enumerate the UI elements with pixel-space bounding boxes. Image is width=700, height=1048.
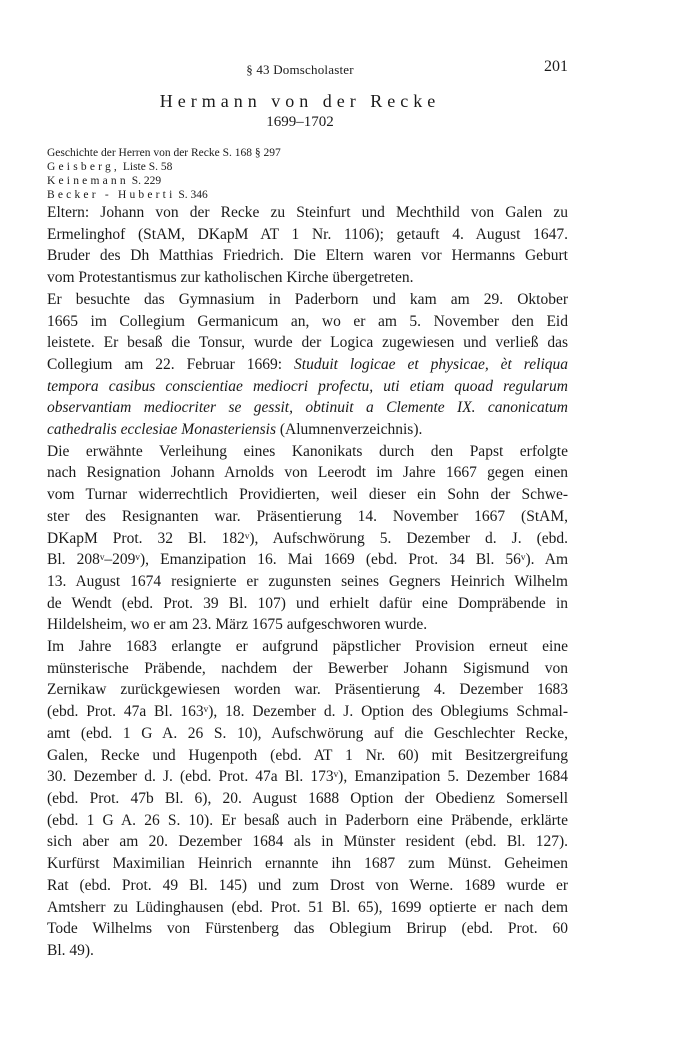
text-line: de Wendt (ebd. Prot. 39 Bl. 107) und erhielt dafür eine Dompräbende in	[47, 594, 568, 612]
text-line: Die erwähnte Verleihung eines Kanonikats durch den Papst erfolgte	[47, 442, 568, 460]
text-line: Eltern: Johann von der Recke zu Steinfurt und Mechthild von Galen zu	[47, 204, 568, 221]
latin-quote: cathedralis ecclesiae Monasteriensis	[47, 421, 277, 439]
reference-item	[47, 174, 568, 188]
text-line: DKapM Prot. 32 Bl. 182ᵛ), Aufschwörung 5. Dezember d. J. (ebd.	[47, 529, 568, 547]
paragraph-canonry	[32, 441, 568, 636]
text-line: Tode Wilhelms von Fürstenberg das Oblegium Brirup (ebd. Prot. 60	[47, 920, 568, 938]
text-line: sich aber am 20. Dezember 1684 als in Münster resident (ebd. Bl. 127).	[47, 833, 568, 851]
text-line: vom Turnar widerrechtlich Providierten, weil dieser ein Sohn der Schwe-	[47, 486, 568, 504]
text-line: amt (ebd. 1 G A. 26 S. 10), Aufschwörung auf die Geschlechter Recke,	[47, 724, 568, 742]
reference-text: Geschichte der Herren von der Recke S. 168 § 297	[47, 147, 281, 159]
reference-author: Geisberg,	[47, 161, 120, 173]
page-number: 201	[544, 58, 568, 75]
text-line: Galen, Recke und Hugenpoth (ebd. AT 1 Nr. 60) mit Besitzergreifung	[47, 746, 568, 764]
body-text	[32, 202, 568, 962]
running-head	[32, 58, 568, 82]
text-line	[32, 376, 568, 398]
reference-text: Liste S. 58	[119, 161, 173, 173]
text-line: (ebd. Prot. 47a Bl. 163ᵛ), 18. Dezember d. J. Option des Oblegiums Schmal-	[47, 703, 568, 721]
entry-years: 1699–1702	[266, 114, 334, 130]
reference-text: S. 229	[128, 175, 162, 187]
text-line: Kurfürst Maximilian Heinrich ernannte ihn 1687 zum Münst. Geheimen	[47, 855, 568, 873]
text-segment: (Alumnenverzeichnis).	[276, 421, 423, 439]
text-line: vom Protestantismus zur katholischen Kirche übergetreten.	[47, 269, 414, 287]
reference-author: Keinemann	[47, 175, 129, 187]
paragraph-parents	[32, 202, 568, 289]
text-segment: Collegium am 22. Februar 1669:	[47, 355, 283, 373]
paragraph-education	[32, 289, 568, 441]
text-line: Rat (ebd. Prot. 49 Bl. 145) und zum Drost von Werne. 1689 wurde er	[47, 876, 568, 894]
latin-quote: observantiam mediocriter se gessit, obtinuit a Clemente IX. canonicatum	[47, 399, 568, 417]
text-line	[32, 419, 568, 441]
text-line: 13. August 1674 resignierte er zugunsten seines Gegners Heinrich Wilhelm	[47, 572, 568, 590]
latin-quote: Studuit logicae et physicae, èt reliqua	[282, 355, 568, 373]
text-line: Er besuchte das Gymnasium in Paderborn und kam am 29. Oktober	[47, 290, 568, 308]
reference-text: S. 346	[175, 189, 208, 201]
reference-item	[47, 188, 568, 202]
text-line: 30. Dezember d. J. (ebd. Prot. 47a Bl. 173ᵛ), Emanzipation 5. Dezember 1684	[47, 768, 568, 786]
text-line: Ermelinghof (StAM, DKapM AT 1 Nr. 1106); getauft 4. August 1647.	[47, 225, 568, 243]
text-line: Bruder des Dh Matthias Friedrich. Die Eltern waren vor Hermanns Geburt	[47, 247, 568, 265]
text-line: Hildelsheim, wo er am 23. März 1675 aufgeschworen wurde.	[47, 616, 428, 634]
text-line: ster des Resignanten war. Präsentierung 14. November 1667 (StAM,	[47, 507, 568, 525]
paragraph-career	[32, 636, 568, 962]
text-line: nach Resignation Johann Arnolds von Leerodt im Jahre 1667 gegen einen	[47, 464, 568, 482]
reference-item	[47, 160, 568, 174]
latin-quote: tempora casibus conscientiae mediocri profectu, uti etiam quoad regularum	[47, 377, 568, 395]
running-title: § 43 Domscholaster	[246, 62, 354, 77]
text-line: Bl. 208ᵛ–209ᵛ), Emanzipation 16. Mai 1669 (ebd. Prot. 34 Bl. 56ᵛ). Am	[47, 551, 568, 569]
text-line: leistete. Er besaß die Tonsur, wurde der Logica zugewiesen und verließ das	[47, 334, 568, 352]
text-line	[32, 397, 568, 419]
book-page	[32, 58, 568, 962]
text-line: Im Jahre 1683 erlangte er aufgrund päpstlicher Provision erneut eine	[47, 638, 568, 656]
text-line: (ebd. 1 G A. 26 S. 10). Er besaß auch in Paderborn eine Präbende, erklärte	[47, 811, 568, 829]
text-line: 1665 im Collegium Germanicum an, wo er am 5. November den Eid	[47, 312, 568, 330]
reference-author: Becker - Huberti	[47, 189, 176, 201]
text-line: Zernikaw zurückgewiesen worden war. Präsentierung 4. Dezember 1683	[47, 681, 568, 699]
text-line	[32, 354, 568, 376]
text-line: Amtsherr zu Lüdinghausen (ebd. Prot. 51 Bl. 65), 1699 optierte er nach dem	[47, 898, 568, 916]
text-line: (ebd. Prot. 47b Bl. 6), 20. August 1688 Option der Obedienz Somersell	[47, 789, 568, 807]
text-line: Bl. 49).	[47, 941, 94, 959]
entry-name: Hermann von der Recke	[159, 91, 441, 111]
text-line: münsterische Präbende, nachdem der Bewerber Johann Sigismund von	[47, 659, 568, 677]
references-list	[32, 146, 568, 202]
reference-item	[47, 146, 568, 160]
